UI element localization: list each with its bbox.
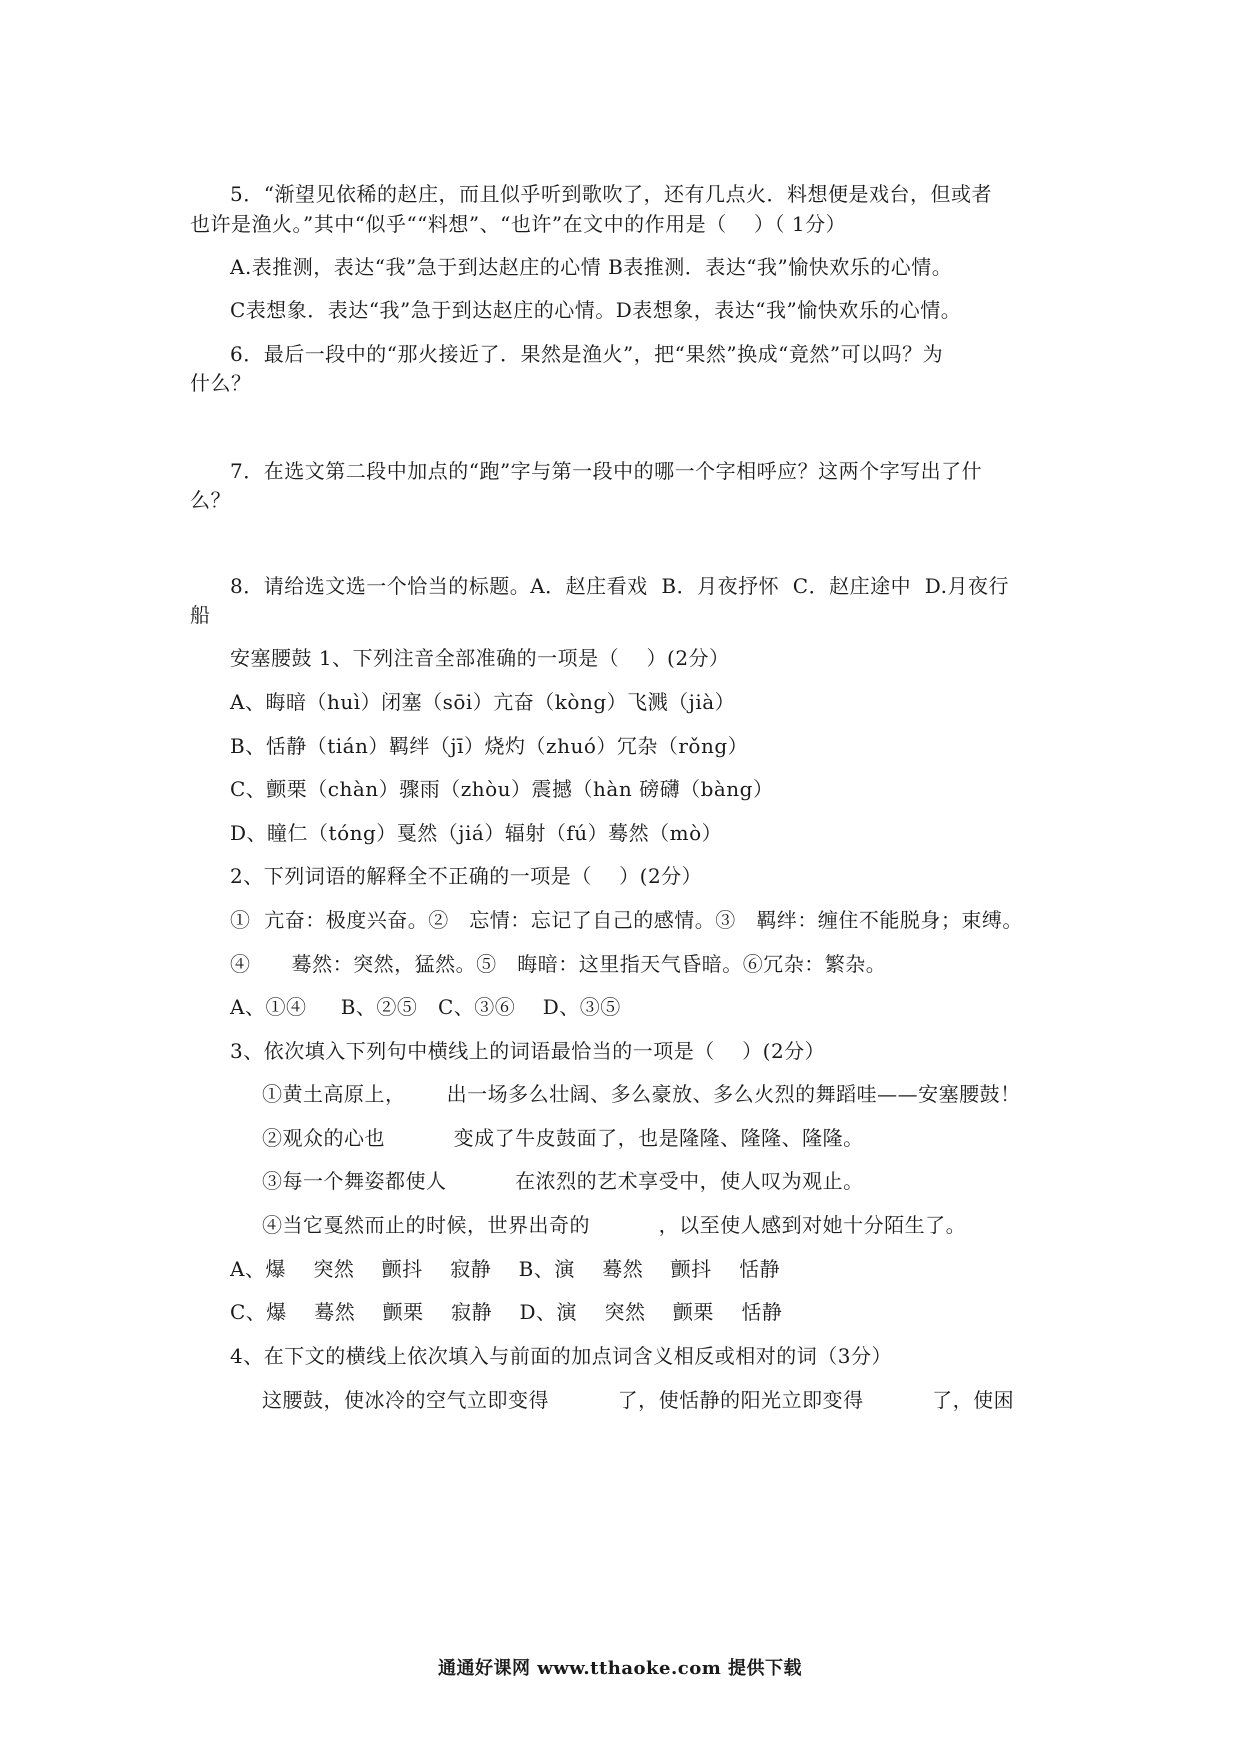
q7-line-2: 么？ xyxy=(190,488,231,512)
ansai-q1-stem: 安塞腰鼓 1、下列注音全部准确的一项是（ ）(2分） xyxy=(230,646,730,670)
ansai-q3-sentence-2: ②观众的心也 变成了牛皮鼓面了，也是隆隆、隆隆、隆隆。 xyxy=(262,1126,864,1150)
ansai-q3-stem: 3、依次填入下列句中横线上的词语最恰当的一项是（ ）(2分） xyxy=(230,1039,826,1063)
ansai-q1-option-a: A、晦暗（huì）闭塞（sōi）亢奋（kòng）飞溅（jià） xyxy=(230,690,736,714)
ansai-q2-options: A、①④ B、②⑤ C、③⑥ D、③⑤ xyxy=(230,995,621,1019)
ansai-q2-items-1: ① 亢奋：极度兴奋。② 忘情：忘记了自己的感情。③ 羁绊：缠住不能脱身；束缚。 xyxy=(230,908,1023,932)
ansai-q3-sentence-3: ③每一个舞姿都使人 在浓烈的艺术享受中，使人叹为观止。 xyxy=(262,1169,864,1193)
ansai-q1-option-b: B、恬静（tián）羁绊（jī）烧灼（zhuó）冗杂（rǒng） xyxy=(230,734,749,758)
q5-option-ab: A.表推测，表达“我”急于到达赵庄的心情 B表推测．表达“我”愉快欢乐的心情。 xyxy=(230,255,953,279)
ansai-q3-sentence-4: ④当它戛然而止的时候，世界出奇的 ，以至使人感到对她十分陌生了。 xyxy=(262,1213,967,1237)
footer-download-note: 通通好课网 www.tthaoke.com 提供下载 xyxy=(437,1658,803,1679)
ansai-q4-stem: 4、在下文的横线上依次填入与前面的加点词含义相反或相对的词（3分） xyxy=(230,1344,892,1368)
q6-line-2: 什么？ xyxy=(190,371,252,395)
q8-line-2: 船 xyxy=(190,603,211,627)
ansai-q3-sentence-1: ①黄土高原上， 出一场多么壮阔、多么豪放、多么火烈的舞蹈哇——安塞腰鼓！ xyxy=(262,1082,1021,1106)
q8-line-1: 8．请给选文选一个恰当的标题。A．赵庄看戏 B．月夜抒怀 C．赵庄途中 D.月夜行 xyxy=(230,574,1009,598)
ansai-q1-option-d: D、瞳仁（tóng）戛然（jiá）辐射（fú）蓦然（mò） xyxy=(230,821,723,845)
q5-line-2: 也许是渔火。”其中“似乎““料想”、“也许”在文中的作用是（ ）（ 1分） xyxy=(190,212,847,236)
q6-line-1: 6．最后一段中的“那火接近了．果然是渔火”，把“果然”换成“竟然”可以吗？为 xyxy=(230,342,944,366)
q5-option-cd: C表想象．表达“我”急于到达赵庄的心情。D表想象，表达“我”愉快欢乐的心情。 xyxy=(230,298,962,322)
q7-line-1: 7．在选文第二段中加点的“跑”字与第一段中的哪一个字相呼应？这两个字写出了什 xyxy=(230,459,983,483)
ansai-q2-stem: 2、下列词语的解释全不正确的一项是（ ）(2分） xyxy=(230,864,703,888)
ansai-q1-option-c: C、颤栗（chàn）骤雨（zhòu）震撼（hàn 磅礴（bàng） xyxy=(230,777,774,801)
q5-line-1: 5．“渐望见依稀的赵庄，而且似乎听到歌吹了，还有几点火．料想便是戏台，但或者 xyxy=(230,182,992,206)
ansai-q3-options-cd: C、爆 蓦然 颤栗 寂静 D、演 突然 颤栗 恬静 xyxy=(230,1300,783,1324)
ansai-q2-items-2: ④ 蓦然：突然，猛然。⑤ 晦暗：这里指天气昏暗。⑥冗杂：繁杂。 xyxy=(230,952,887,976)
ansai-q3-options-ab: A、爆 突然 颤抖 寂静 B、演 蓦然 颤抖 恬静 xyxy=(230,1257,781,1281)
ansai-q4-sentence: 这腰鼓，使冰冷的空气立即变得 了，使恬静的阳光立即变得 了，使困 xyxy=(262,1388,1015,1412)
